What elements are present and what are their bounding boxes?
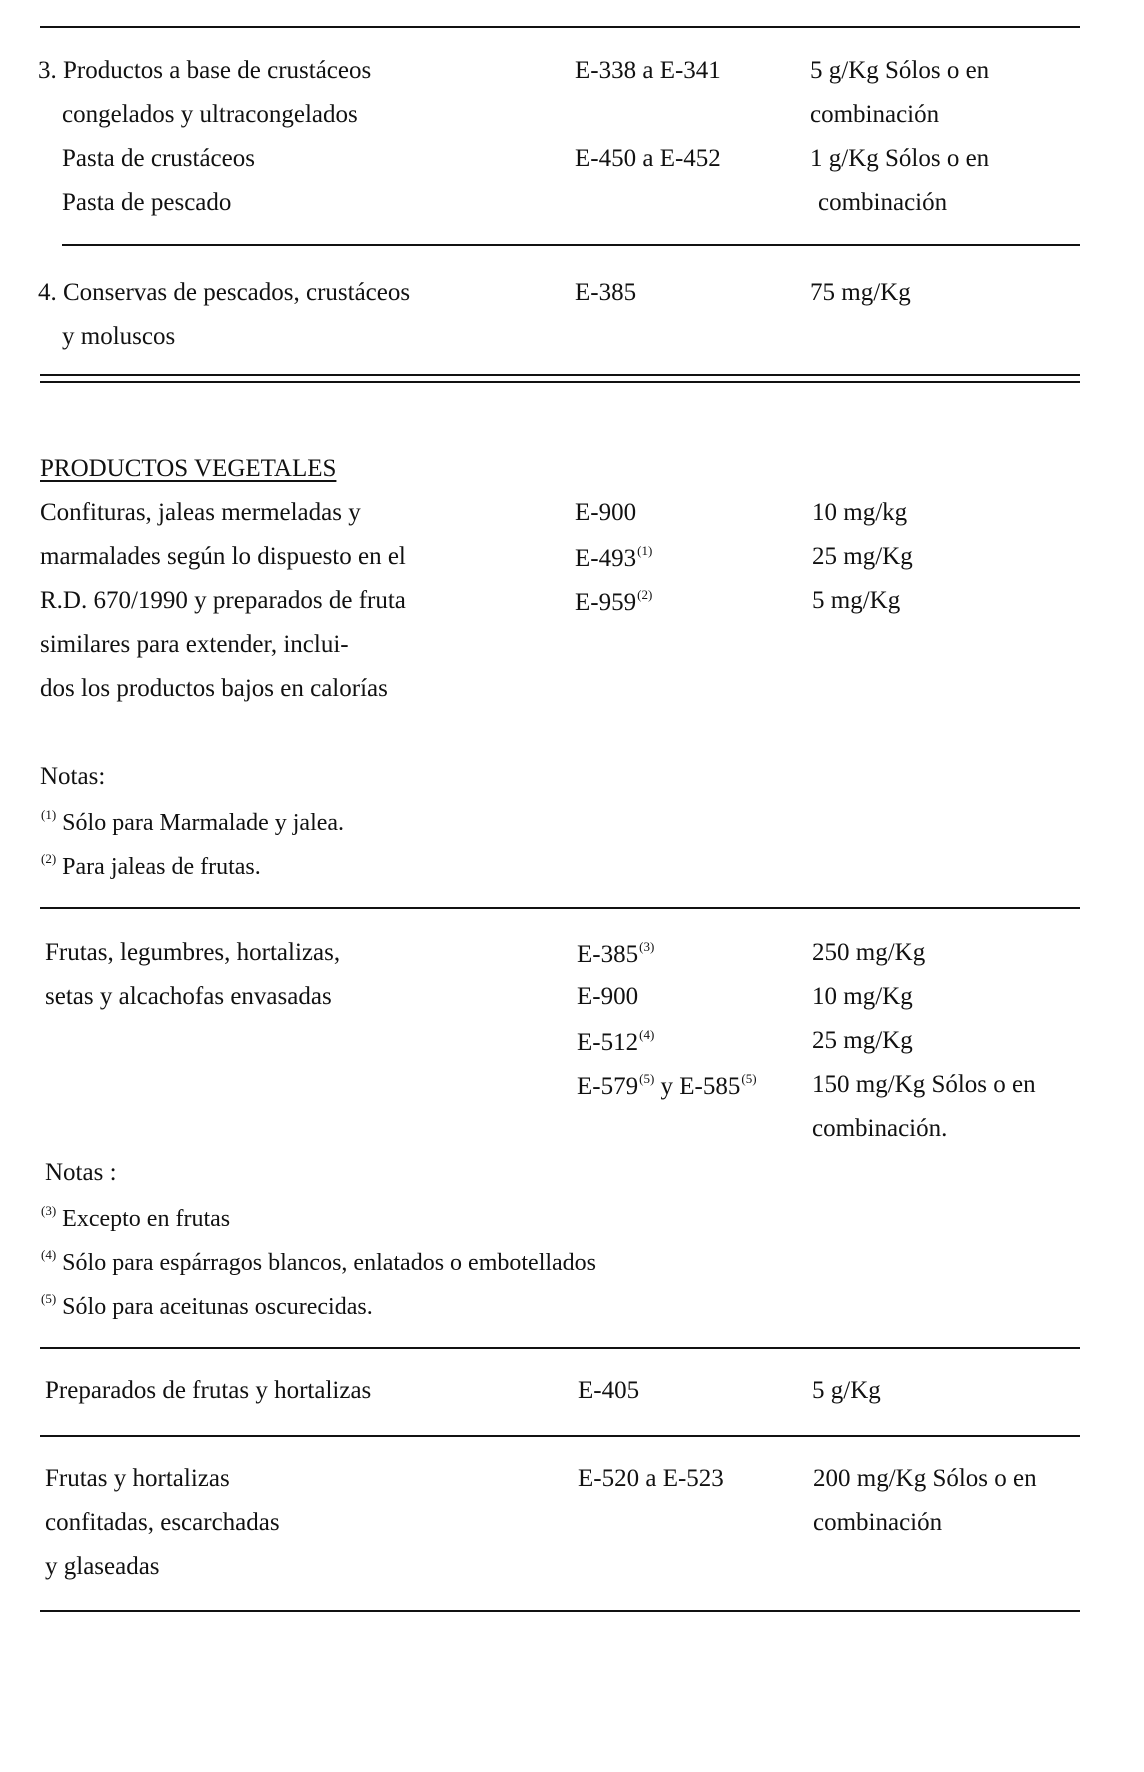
product-line: Pasta de pescado bbox=[62, 189, 232, 216]
note-text: Para jaleas de frutas. bbox=[62, 854, 261, 880]
dose: 10 mg/kg bbox=[812, 499, 908, 526]
product-line: setas y alcachofas envasadas bbox=[45, 983, 332, 1010]
dose: 75 mg/Kg bbox=[810, 279, 911, 306]
product-line: dos los productos bajos en calorías bbox=[40, 675, 388, 702]
dose: 200 mg/Kg Sólos o en bbox=[813, 1465, 1037, 1492]
note-line bbox=[40, 1248, 596, 1275]
additive-code bbox=[575, 588, 652, 615]
footnote-mark: (1) bbox=[637, 543, 653, 558]
product-line: similares para extender, inclui- bbox=[40, 631, 349, 658]
product-line: confitadas, escarchadas bbox=[45, 1509, 280, 1536]
notes-title: Notas: bbox=[40, 763, 106, 790]
additive-code: E-450 a E-452 bbox=[575, 145, 721, 172]
rule bbox=[40, 1435, 1080, 1437]
additive-code: E-338 a E-341 bbox=[575, 57, 721, 84]
additive-code bbox=[577, 940, 654, 967]
notes-title: Notas : bbox=[45, 1159, 117, 1186]
footnote-mark: (5) bbox=[41, 1291, 57, 1306]
additive-code bbox=[575, 544, 652, 571]
code: E-385 bbox=[577, 941, 639, 968]
footnote-mark: (3) bbox=[41, 1203, 57, 1218]
dose: 250 mg/Kg bbox=[812, 939, 926, 966]
dose: 5 mg/Kg bbox=[812, 587, 901, 614]
code: y E-585 bbox=[654, 1073, 741, 1100]
note-text: Sólo para espárragos blancos, enlatados o embotellados bbox=[62, 1250, 597, 1276]
product-line: marmalades según lo dispuesto en el bbox=[40, 543, 406, 570]
note-text: Excepto en frutas bbox=[62, 1206, 231, 1232]
product-line: 4. Conservas de pescados, crustáceos bbox=[38, 279, 411, 306]
footnote-mark: (2) bbox=[41, 851, 57, 866]
dose: 1 g/Kg Sólos o en bbox=[810, 145, 990, 172]
code: E-900 bbox=[577, 983, 639, 1010]
rule-top bbox=[40, 26, 1080, 28]
product-line: Pasta de crustáceos bbox=[62, 145, 255, 172]
additive-code: E-385 bbox=[575, 279, 637, 306]
rule-double-bottom bbox=[40, 381, 1080, 383]
rule bbox=[40, 907, 1080, 909]
product-line: R.D. 670/1990 y preparados de fruta bbox=[40, 587, 406, 614]
rule-double-top bbox=[40, 374, 1080, 376]
additive-code: E-520 a E-523 bbox=[578, 1465, 724, 1492]
note-line bbox=[40, 808, 344, 835]
note-line bbox=[40, 1204, 230, 1231]
dose: combinación bbox=[818, 189, 948, 216]
dose: 150 mg/Kg Sólos o en bbox=[812, 1071, 1036, 1098]
rule-bottom bbox=[40, 1610, 1080, 1612]
product-line: Frutas, legumbres, hortalizas, bbox=[45, 939, 341, 966]
code: E-512 bbox=[577, 1029, 639, 1056]
note-line bbox=[40, 852, 261, 879]
dose: 25 mg/Kg bbox=[812, 1027, 913, 1054]
note-text: Sólo para Marmalade y jalea. bbox=[62, 810, 345, 836]
dose: combinación bbox=[810, 101, 940, 128]
code: E-579 bbox=[577, 1073, 639, 1100]
note-line bbox=[40, 1292, 373, 1319]
footnote-mark: (1) bbox=[41, 807, 57, 822]
dose: combinación bbox=[813, 1509, 943, 1536]
additive-code bbox=[577, 984, 638, 1009]
rule bbox=[62, 244, 1080, 246]
additive-code: E-405 bbox=[578, 1377, 640, 1404]
product-line: y glaseadas bbox=[45, 1553, 160, 1580]
product-line: 3. Productos a base de crustáceos bbox=[38, 57, 372, 84]
code: E-900 bbox=[575, 499, 637, 526]
product-line: y moluscos bbox=[62, 323, 176, 350]
dose: 5 g/Kg bbox=[812, 1377, 881, 1404]
product-line: Confituras, jaleas mermeladas y bbox=[40, 499, 361, 526]
product-line: Frutas y hortalizas bbox=[45, 1465, 230, 1492]
code: E-959 bbox=[575, 589, 637, 616]
dose: 10 mg/Kg bbox=[812, 983, 913, 1010]
footnote-mark: (4) bbox=[41, 1247, 57, 1262]
product-line: Preparados de frutas y hortalizas bbox=[45, 1377, 372, 1404]
product-line: congelados y ultracongelados bbox=[62, 101, 358, 128]
rule bbox=[40, 1347, 1080, 1349]
note-text: Sólo para aceitunas oscurecidas. bbox=[62, 1294, 373, 1320]
additive-code bbox=[577, 1028, 654, 1055]
section-heading: PRODUCTOS VEGETALES bbox=[40, 455, 337, 482]
additive-code bbox=[577, 1072, 757, 1099]
footnote-mark: (4) bbox=[639, 1027, 655, 1042]
dose: 25 mg/Kg bbox=[812, 543, 913, 570]
dose: 5 g/Kg Sólos o en bbox=[810, 57, 990, 84]
dose: combinación. bbox=[812, 1115, 948, 1142]
footnote-mark: (3) bbox=[639, 939, 655, 954]
footnote-mark: (2) bbox=[637, 587, 653, 602]
code: E-493 bbox=[575, 545, 637, 572]
additive-code bbox=[575, 500, 636, 525]
footnote-mark: (5) bbox=[741, 1071, 757, 1086]
footnote-mark: (5) bbox=[639, 1071, 655, 1086]
